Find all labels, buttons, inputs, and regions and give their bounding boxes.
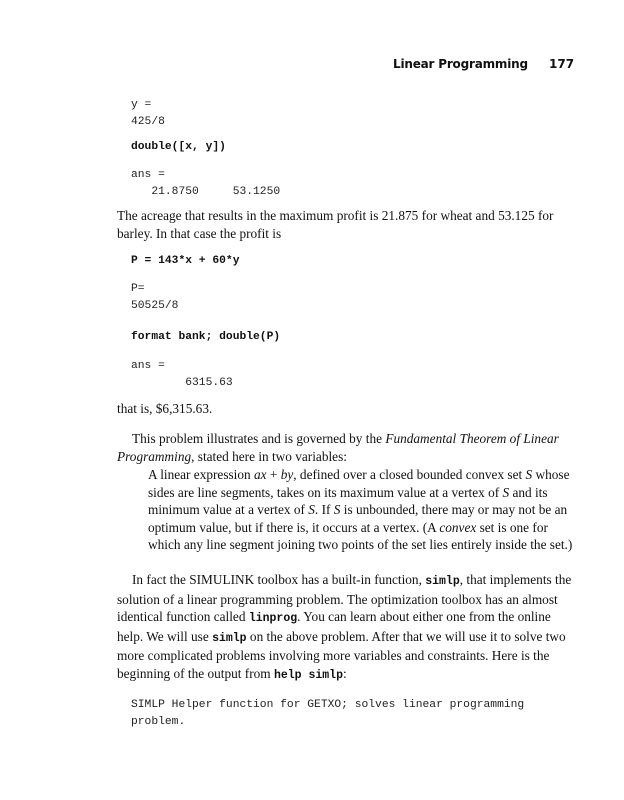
code-output-ans-1 xyxy=(131,167,280,201)
code-help-output xyxy=(131,697,524,731)
math-ax: ax xyxy=(253,467,267,482)
code-output-ans-2 xyxy=(131,358,233,392)
paragraph-simlp: In fact the SIMULINK toolbox has a built-in function, simlp, that implements the solution of a linear programming problem. The optimization toolbox has an almost identical function called linprog. You can learn about either one from the online help. We will use simlp on the above problem. After that we will use it to solve two more complicated problems involving more variables and constraints. Here is the beginning of the output from help simlp: xyxy=(117,572,572,682)
code-line: ans = xyxy=(131,360,165,372)
code-simlp: simlp xyxy=(425,575,460,588)
code-line: ans = xyxy=(131,169,165,181)
math-s: S xyxy=(525,467,533,482)
paragraph-fundamental-theorem-intro: This problem illustrates and is governed by the Fundamental Theorem of Linear Programming, stated here in two variables: xyxy=(117,431,559,464)
code-line: SIMLP Helper function for GETXO; solves linear programming xyxy=(131,699,525,711)
code-linprog: linprog xyxy=(248,612,298,626)
math-s: S xyxy=(333,502,341,518)
math-by: by xyxy=(280,467,294,482)
code-output-y xyxy=(131,97,165,131)
code-command-profit: P = 143*x + 60*y xyxy=(131,255,240,267)
term-convex: convex xyxy=(439,519,477,535)
code-command-double-xy: double([x, y]) xyxy=(131,141,226,153)
code-line: 6315.63 xyxy=(131,377,233,389)
code-line: 21.8750 53.1250 xyxy=(131,186,281,198)
code-line: problem. xyxy=(131,716,186,728)
theorem-name: Fundamental Theorem of Linear Programming xyxy=(117,431,559,464)
code-line: 50525/8 xyxy=(131,300,179,312)
code-line: P= xyxy=(131,283,145,295)
math-s: S xyxy=(308,502,315,518)
math-s: S xyxy=(502,484,510,500)
code-output-p xyxy=(131,281,178,315)
running-header xyxy=(0,57,624,73)
code-simlp: simlp xyxy=(212,631,247,645)
paragraph-profit-value: that is, $6,315.63. xyxy=(117,401,213,416)
code-line: 425/8 xyxy=(131,116,165,128)
code-command-format-bank: format bank; double(P) xyxy=(131,331,281,343)
code-line: y = xyxy=(131,99,152,111)
page-number: 177 xyxy=(549,57,575,71)
theorem-statement: A linear expression ax + by, defined over a closed bounded convex set S whose sides are line segments, takes on its maximum value at a vertex of S and its minimum value at a vertex of S. If S is unbounded, there may or may not be an optimum value, but if there is, it occurs at a vertex. (A convex set is one for which any line segment joining two points of the set lies entirely inside the set.) xyxy=(148,467,573,553)
chapter-title: Linear Programming xyxy=(393,57,528,71)
paragraph-acreage: The acreage that results in the maximum profit is 21.875 for wheat and 53.125 for barley. In that case the profit is xyxy=(117,208,554,241)
code-help-simlp: help simlp xyxy=(273,668,343,682)
